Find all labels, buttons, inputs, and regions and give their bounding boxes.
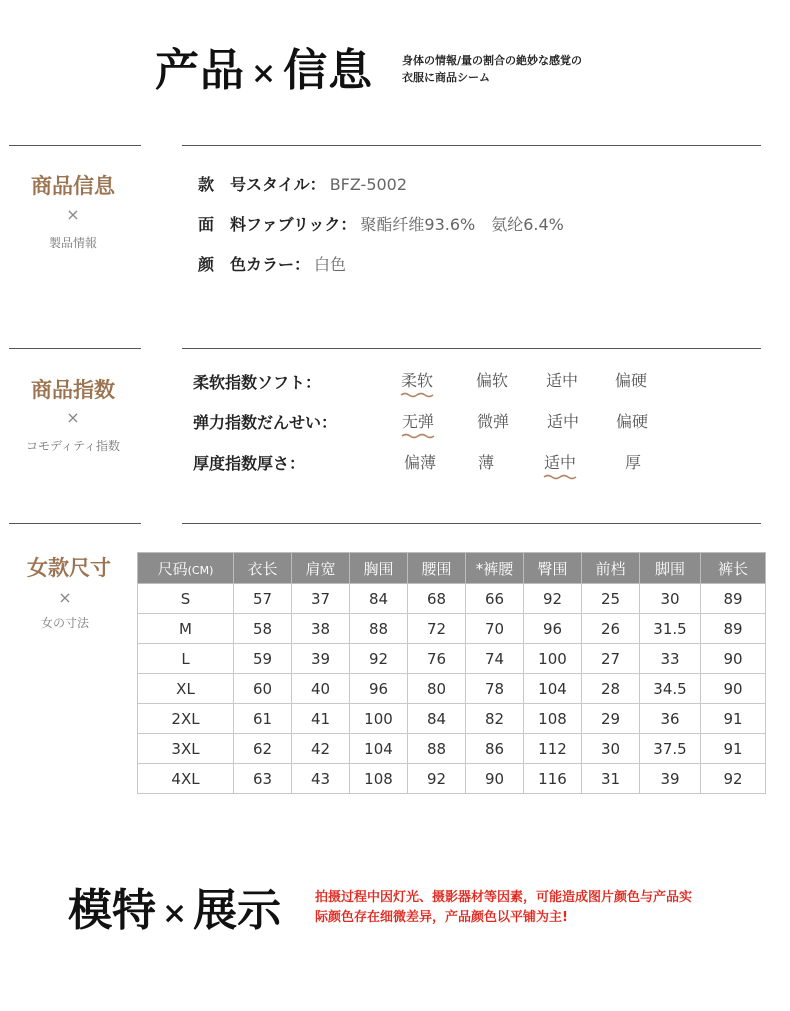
table-row	[138, 734, 766, 764]
section-x: ×	[58, 588, 72, 607]
table-cell: 91	[701, 704, 766, 734]
table-cell: 42	[292, 734, 350, 764]
table-cell: 104	[524, 674, 582, 704]
info-label: 面 料ファブリック：	[198, 215, 357, 234]
table-cell: 31	[582, 764, 640, 794]
table-cell: 84	[350, 584, 408, 614]
table-cell: 78	[466, 674, 524, 704]
table-cell: 39	[640, 764, 701, 794]
info-row-style	[198, 172, 407, 195]
table-cell: 68	[408, 584, 466, 614]
table-cell: 61	[234, 704, 292, 734]
column-header: 肩宽	[292, 553, 350, 584]
column-header: 衣长	[234, 553, 292, 584]
table-cell: 40	[292, 674, 350, 704]
section-title-product-index: 商品指数	[31, 378, 115, 402]
table-cell: 37.5	[640, 734, 701, 764]
index-option: 厚	[624, 453, 641, 472]
table-cell: 92	[350, 644, 408, 674]
page-subtitle	[402, 52, 582, 86]
table-cell: 58	[234, 614, 292, 644]
table-header-row	[138, 553, 766, 584]
size-cell: L	[138, 644, 234, 674]
table-cell: 63	[234, 764, 292, 794]
index-option: 偏软	[475, 371, 508, 390]
size-cell: 3XL	[138, 734, 234, 764]
model-title-right: 展示	[193, 885, 282, 936]
table-cell: 86	[466, 734, 524, 764]
color-notice	[315, 888, 765, 928]
table-cell: 29	[582, 704, 640, 734]
index-option: 柔软	[387, 368, 447, 398]
column-header-size: 尺码(CM)	[138, 553, 234, 584]
wave-underline-icon	[400, 392, 434, 398]
notice-line-2: 际颜色存在细微差异，产品颜色以平铺为主!	[315, 910, 568, 925]
table-row	[138, 614, 766, 644]
divider	[182, 145, 761, 146]
size-cell: 2XL	[138, 704, 234, 734]
table-cell: 90	[701, 644, 766, 674]
table-cell: 90	[701, 674, 766, 704]
table-cell: 90	[466, 764, 524, 794]
table-cell: 25	[582, 584, 640, 614]
table-cell: 76	[408, 644, 466, 674]
table-cell: 74	[466, 644, 524, 674]
table-row	[138, 704, 766, 734]
column-header: 裤长	[701, 553, 766, 584]
table-cell: 28	[582, 674, 640, 704]
index-option: 适中	[546, 412, 579, 431]
table-cell: 89	[701, 614, 766, 644]
column-header: 前档	[582, 553, 640, 584]
table-cell: 36	[640, 704, 701, 734]
subtitle-line-2: 衣服に商品シーム	[402, 71, 490, 84]
table-cell: 92	[701, 764, 766, 794]
wave-underline-icon	[543, 474, 577, 480]
table-cell: 92	[408, 764, 466, 794]
section-x: ×	[66, 408, 80, 427]
table-cell: 84	[408, 704, 466, 734]
table-cell: 80	[408, 674, 466, 704]
title-left: 产品	[155, 45, 245, 96]
table-cell: 59	[234, 644, 292, 674]
info-label: 款 号スタイル：	[198, 175, 326, 194]
table-cell: 96	[524, 614, 582, 644]
info-row-fabric	[198, 212, 564, 235]
column-header: *裤腰	[466, 553, 524, 584]
table-cell: 82	[466, 704, 524, 734]
table-cell: 89	[701, 584, 766, 614]
column-header: 脚围	[640, 553, 701, 584]
table-cell: 92	[524, 584, 582, 614]
page-title	[155, 34, 373, 98]
table-cell: 96	[350, 674, 408, 704]
table-row	[138, 674, 766, 704]
index-option: 薄	[477, 453, 494, 472]
info-label: 颜 色カラー：	[198, 255, 311, 274]
table-cell: 60	[234, 674, 292, 704]
index-option: 适中	[545, 371, 578, 390]
index-option: 偏硬	[614, 371, 647, 390]
table-cell: 104	[350, 734, 408, 764]
divider	[182, 348, 761, 349]
info-value: BFZ-5002	[329, 175, 408, 194]
table-cell: 57	[234, 584, 292, 614]
table-row	[138, 764, 766, 794]
notice-line-1: 拍摄过程中因灯光、摄影器材等因素，可能造成图片颜色与产品实	[315, 890, 693, 905]
index-option: 无弹	[388, 409, 448, 439]
table-cell: 30	[640, 584, 701, 614]
title-x: ×	[251, 56, 278, 91]
table-cell: 100	[524, 644, 582, 674]
table-cell: 116	[524, 764, 582, 794]
section-subtitle: 製品情報	[48, 236, 97, 250]
size-cell: 4XL	[138, 764, 234, 794]
size-cell: S	[138, 584, 234, 614]
table-cell: 43	[292, 764, 350, 794]
index-option: 适中	[530, 450, 590, 480]
subtitle-line-1: 身体の情報/量の割合の絶妙な感覚の	[402, 54, 583, 67]
index-label-softness: 柔软指数ソフト：	[193, 373, 322, 392]
title-right: 信息	[283, 45, 374, 96]
wave-underline-icon	[401, 433, 435, 439]
table-cell: 70	[466, 614, 524, 644]
table-cell: 62	[234, 734, 292, 764]
table-cell: 108	[350, 764, 408, 794]
table-cell: 72	[408, 614, 466, 644]
table-cell: 30	[582, 734, 640, 764]
table-cell: 41	[292, 704, 350, 734]
model-title-x: ×	[162, 896, 188, 931]
model-section-title	[68, 874, 281, 938]
table-row	[138, 584, 766, 614]
table-cell: 27	[582, 644, 640, 674]
section-subtitle: コモディティ指数	[25, 439, 121, 453]
table-cell: 26	[582, 614, 640, 644]
table-cell: 88	[350, 614, 408, 644]
info-value: 聚酯纤维93.6% 氨纶6.4%	[360, 215, 564, 234]
table-cell: 108	[524, 704, 582, 734]
table-cell: 31.5	[640, 614, 701, 644]
column-header: 胸围	[350, 553, 408, 584]
model-title-left: 模特	[68, 885, 156, 936]
size-cell: XL	[138, 674, 234, 704]
table-cell: 34.5	[640, 674, 701, 704]
table-cell: 100	[350, 704, 408, 734]
section-title-product-info: 商品信息	[31, 174, 115, 198]
table-cell: 66	[466, 584, 524, 614]
column-header: 腰围	[408, 553, 466, 584]
section-subtitle: 女の寸法	[40, 616, 89, 630]
table-cell: 33	[640, 644, 701, 674]
divider	[9, 348, 141, 349]
info-value: 白色	[314, 255, 347, 274]
divider	[9, 145, 141, 146]
table-cell: 37	[292, 584, 350, 614]
section-title-size-chart: 女款尺寸	[27, 556, 111, 580]
size-cell: M	[138, 614, 234, 644]
size-table	[137, 552, 766, 794]
table-cell: 38	[292, 614, 350, 644]
divider	[9, 523, 141, 524]
table-row	[138, 644, 766, 674]
index-label-thickness: 厚度指数厚さ：	[193, 454, 306, 473]
index-option: 偏薄	[403, 453, 436, 472]
table-cell: 91	[701, 734, 766, 764]
column-header: 臀围	[524, 553, 582, 584]
index-label-elasticity: 弹力指数だんせい：	[193, 413, 338, 432]
section-x: ×	[66, 205, 80, 224]
info-row-color	[198, 252, 346, 275]
table-cell: 88	[408, 734, 466, 764]
table-cell: 112	[524, 734, 582, 764]
divider	[182, 523, 761, 524]
table-cell: 39	[292, 644, 350, 674]
index-option: 微弹	[476, 412, 509, 431]
index-option: 偏硬	[615, 412, 648, 431]
